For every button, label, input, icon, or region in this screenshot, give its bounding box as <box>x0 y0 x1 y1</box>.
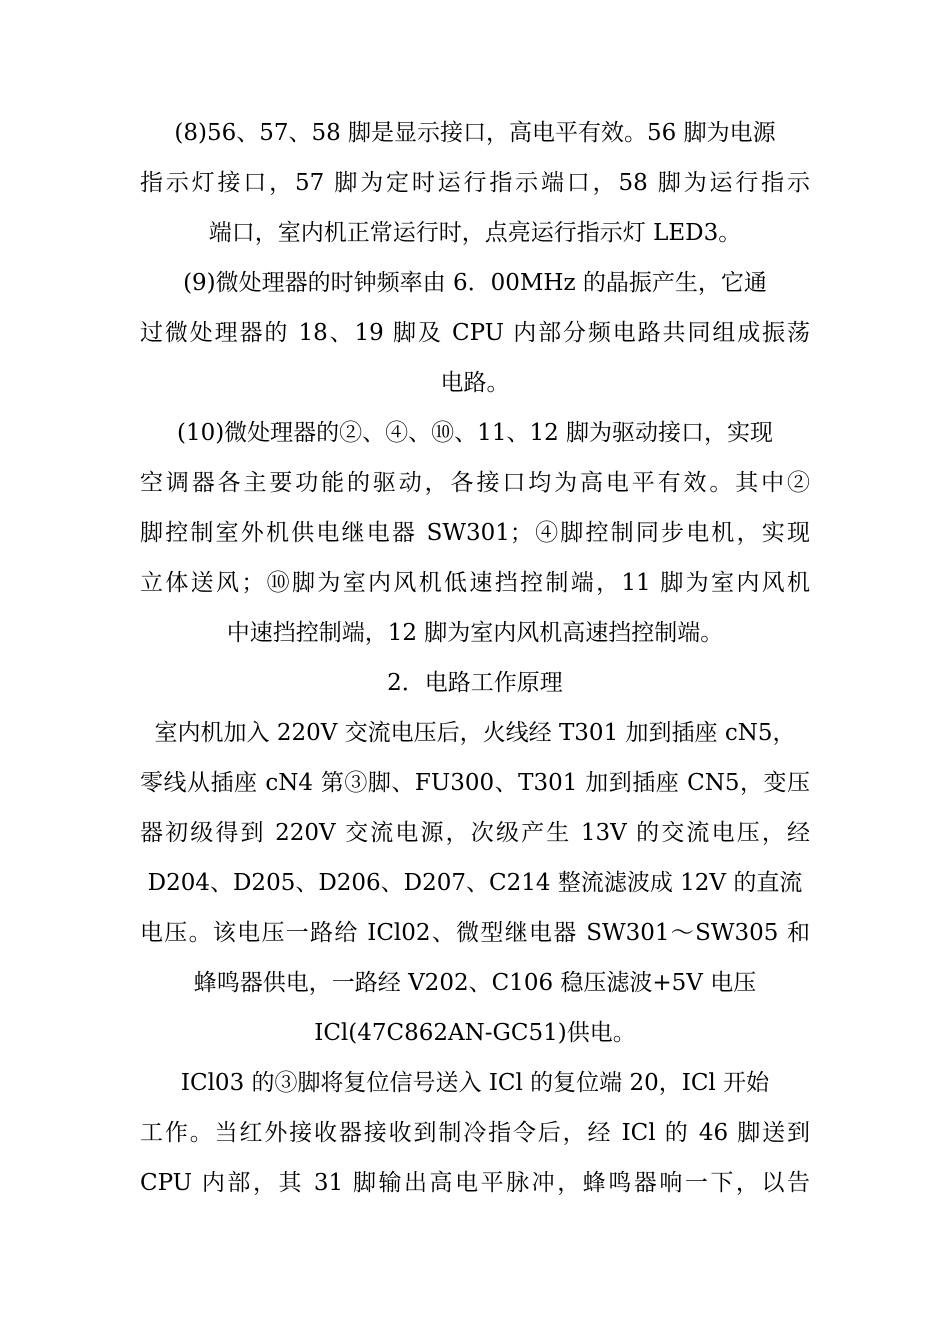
section-heading: 2．电路工作原理 <box>387 670 563 696</box>
text-line-15: 器初级得到 220V 交流电源，次级产生 13V 的交流电压，经 <box>140 820 810 846</box>
text-line-14: 零线从插座 cN4 第③脚、FU300、T301 加到插座 CN5，变压 <box>140 770 810 796</box>
text-line-22: CPU 内部，其 31 脚输出高电平脉冲，蜂鸣器响一下，以告 <box>140 1170 810 1196</box>
text-line-5: 过微处理器的 18、19 脚及 CPU 内部分频电路共同组成振荡 <box>140 320 810 346</box>
text-line-16: D204、D205、D206、D207、C214 整流滤波成 12V 的直流 <box>147 870 803 896</box>
text-line-13: 室内机加入 220V 交流电压后，火线经 T301 加到插座 cN5， <box>154 720 796 746</box>
text-line-18: 蜂鸣器供电，一路经 V202、C106 稳压滤波+5V 电压 <box>193 970 757 996</box>
text-line-4: (9)微处理器的时钟频率由 6．00MHz 的晶振产生，它通 <box>183 270 767 296</box>
text-line-20: ICl03 的③脚将复位信号送入 ICl 的复位端 20，ICl 开始 <box>180 1070 770 1096</box>
text-line-8: 空调器各主要功能的驱动，各接口均为高电平有效。其中② <box>140 470 810 496</box>
text-line-19: ICl(47C862AN-GC51)供电。 <box>314 1020 636 1046</box>
text-line-9: 脚控制室外机供电继电器 SW301；④脚控制同步电机，实现 <box>140 520 810 546</box>
text-line-1: (8)56、57、58 脚是显示接口，高电平有效。56 脚为电源 <box>174 120 776 146</box>
text-line-21: 工作。当红外接收器接收到制冷指令后，经 ICl 的 46 脚送到 <box>140 1120 810 1146</box>
text-line-6: 电路。 <box>440 370 510 396</box>
text-line-10: 立体送风；⑩脚为室内风机低速挡控制端，11 脚为室内风机 <box>140 570 810 596</box>
text-line-17: 电压。该电压一路给 ICl02、微型继电器 SW301～SW305 和 <box>140 920 810 946</box>
text-line-7: (10)微处理器的②、④、⑩、11、12 脚为驱动接口，实现 <box>176 420 774 446</box>
text-line-3: 端口，室内机正常运行时，点亮运行指示灯 LED3。 <box>208 220 742 246</box>
text-line-2: 指示灯接口，57 脚为定时运行指示端口，58 脚为运行指示 <box>140 170 810 196</box>
text-line-11: 中速挡控制端，12 脚为室内风机高速挡控制端。 <box>226 620 724 646</box>
